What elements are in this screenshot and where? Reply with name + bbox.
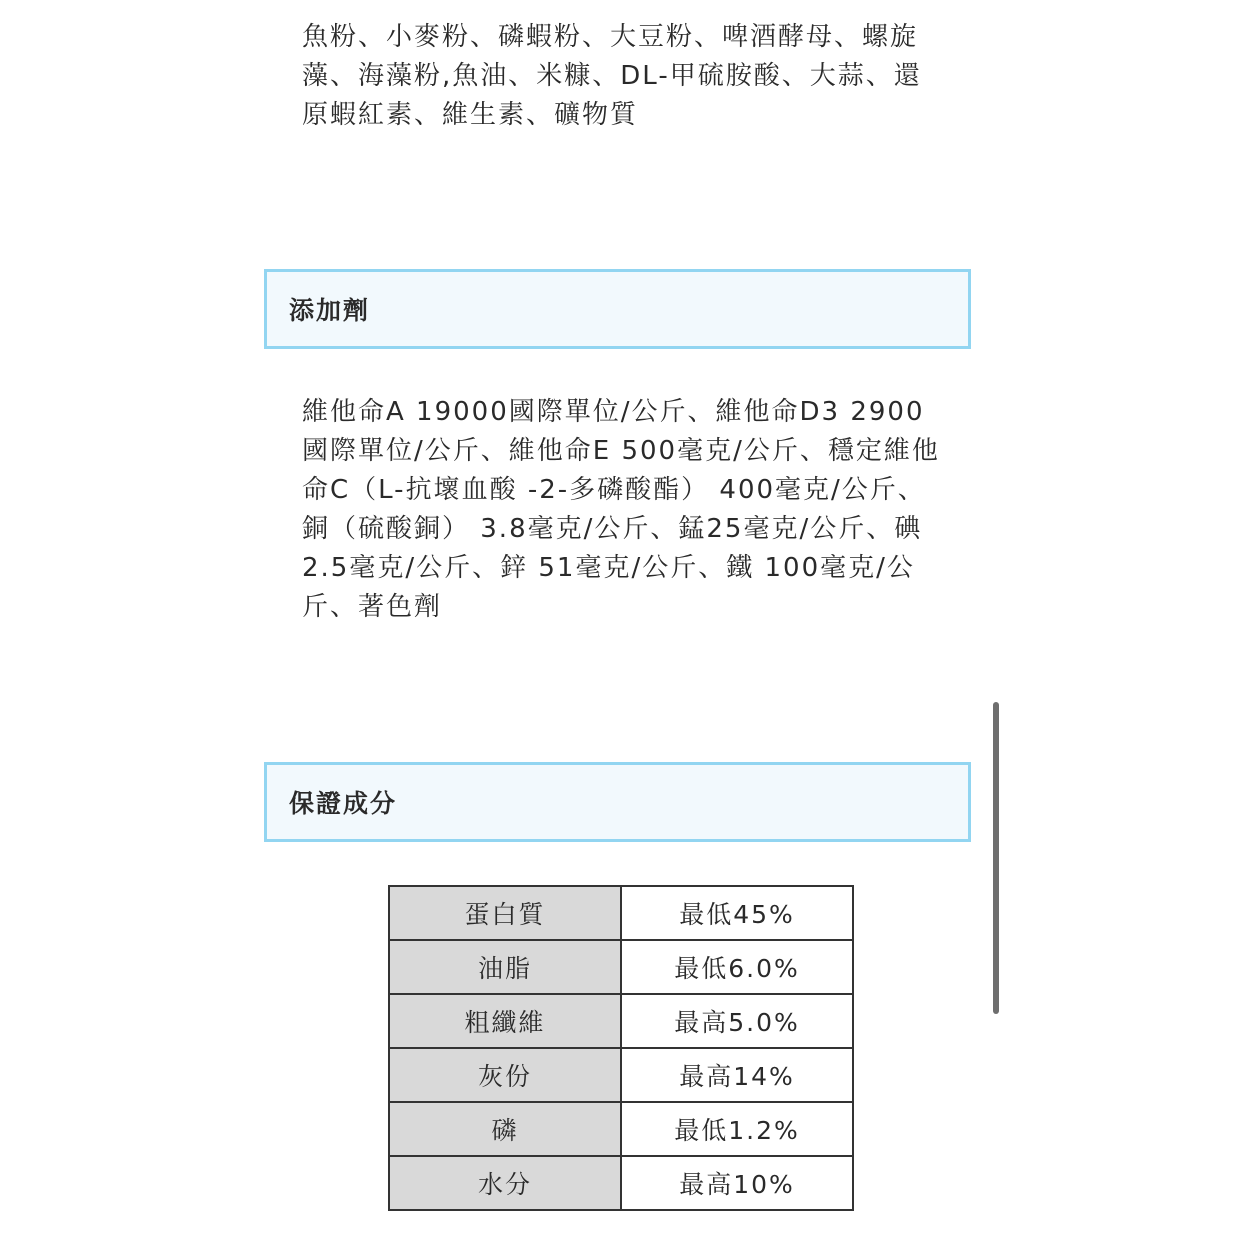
nutrient-value: 最低6.0% [621,940,853,994]
additives-text: 維他命A 19000國際單位/公斤、維他命D3 2900國際單位/公斤、維他命E 500毫克/公斤、穩定維他命C（L-抗壞血酸 -2-多磷酸酯） 400毫克/公斤、銅（硫酸銅） 3.8毫克/公斤、錳25毫克/公斤、碘 2.5毫克/公斤、鋅 51毫克/公斤、鐵 100毫克/公斤、著色劑 [302,397,940,622]
nutrient-name: 粗纖維 [389,994,621,1048]
table-row [389,1048,853,1102]
nutrient-name: 油脂 [389,940,621,994]
nutrient-name: 水分 [389,1156,621,1210]
guarantee-title: 保證成分 [289,789,398,818]
nutrient-value: 最低1.2% [621,1102,853,1156]
table-row [389,994,853,1048]
additives-section-header [264,269,971,349]
guaranteed-analysis-table [388,885,854,1211]
table-row [389,886,853,940]
nutrient-name: 磷 [389,1102,621,1156]
additives-title: 添加劑 [289,296,371,325]
nutrient-value: 最高10% [621,1156,853,1210]
ingredients-text: 魚粉、小麥粉、磷蝦粉、大豆粉、啤酒酵母、螺旋藻、海藻粉,魚油、米糠、DL-甲硫胺酸、大蒜、還原蝦紅素、維生素、礦物質 [302,22,922,130]
guarantee-section-header [264,762,971,842]
table-row [389,1102,853,1156]
nutrient-name: 蛋白質 [389,886,621,940]
table-row [389,1156,853,1210]
nutrient-value: 最低45% [621,886,853,940]
vertical-scrollbar[interactable] [993,702,999,1014]
nutrient-value: 最高5.0% [621,994,853,1048]
nutrient-value: 最高14% [621,1048,853,1102]
table-row [389,940,853,994]
nutrient-name: 灰份 [389,1048,621,1102]
